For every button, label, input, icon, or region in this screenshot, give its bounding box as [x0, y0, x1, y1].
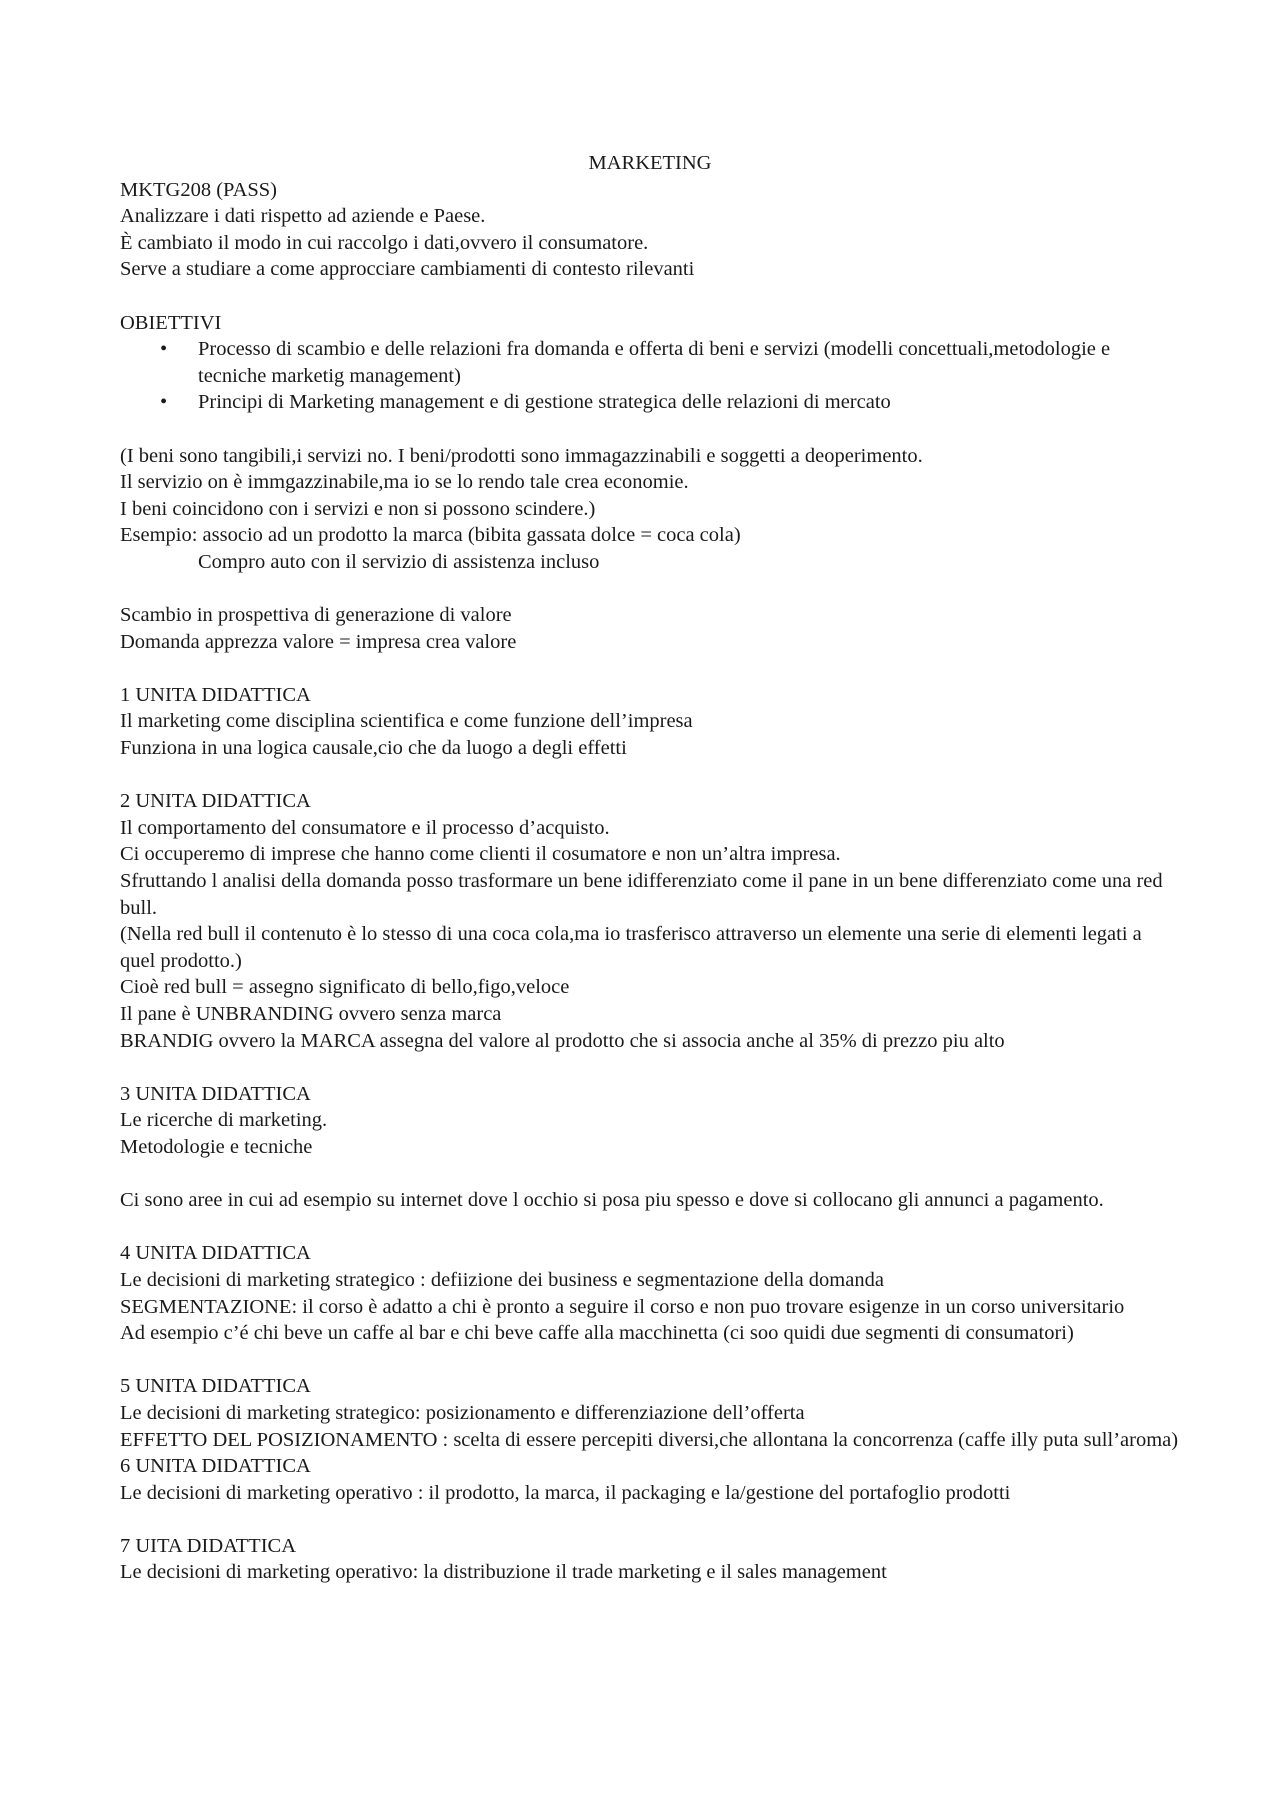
unit-heading: 5 UNITA DIDATTICA [120, 1375, 311, 1398]
example-indented-line: Compro auto con il servizio di assistenza incluso [198, 550, 600, 573]
spacer [120, 1506, 1180, 1533]
document-page [120, 150, 1180, 1586]
intro-line: Serve a studiare a come approcciare cambiamenti di contesto rilevanti [120, 258, 695, 281]
unit-line: BRANDIG ovvero la MARCA assegna del valore al prodotto che si associa anche al 35% di prezzo piu alto [120, 1029, 1005, 1052]
unit-line: Le decisioni di marketing operativo : il prodotto, la marca, il packaging e la/gestione del portafoglio prodotti [120, 1481, 1011, 1504]
objectives-heading: OBIETTIVI [120, 311, 222, 334]
unit-line: Le decisioni di marketing strategico : defiizione dei business e segmentazione della domanda [120, 1268, 884, 1291]
unit-line: EFFETTO DEL POSIZIONAMENTO : scelta di essere percepiti diversi,che allontana la concorrenza (caffe illy puta sull’aroma) [120, 1428, 1179, 1451]
list-item [120, 336, 1180, 389]
unit-heading: 1 UNITA DIDATTICA [120, 683, 311, 706]
unit-heading: 6 UNITA DIDATTICA [120, 1455, 311, 1478]
unit-heading: 2 UNITA DIDATTICA [120, 790, 311, 813]
spacer [120, 283, 1180, 310]
spacer [120, 762, 1180, 789]
goods-note-line: Il servizio on è immgazzinabile,ma io se lo rendo tale crea economie. [120, 471, 689, 494]
course-code: MKTG208 (PASS) [120, 178, 278, 201]
unit-heading: 7 UITA DIDATTICA [120, 1534, 297, 1557]
unit-line: Sfruttando l analisi della domanda posso trasformare un bene idifferenziato come il pane in un bene differenziato come una red bull. [120, 870, 1163, 919]
spacer [120, 1161, 1180, 1188]
unit-line: Cioè red bull = assegno significato di bello,figo,veloce [120, 976, 570, 999]
goods-note-line: I beni coincidono con i servizi e non si possono scindere.) [120, 497, 596, 520]
bullet-icon: • [160, 338, 168, 361]
unit-line: Il marketing come disciplina scientifica e come funzione dell’impresa [120, 710, 693, 733]
list-item [120, 389, 1180, 416]
list-item-text: Principi di Marketing management e di gestione strategica delle relazioni di mercato [198, 391, 891, 414]
exchange-line: Scambio in prospettiva di generazione di valore [120, 604, 512, 627]
unit-line: SEGMENTAZIONE: il corso è adatto a chi è pronto a seguire il corso e non puo trovare esigenze in un corso universitario [120, 1295, 1125, 1318]
unit-note: Ci sono aree in cui ad esempio su internet dove l occhio si posa piu spesso e dove si collocano gli annunci a pagamento. [120, 1189, 1104, 1212]
spacer [120, 416, 1180, 443]
spacer [120, 655, 1180, 682]
intro-line: È cambiato il modo in cui raccolgo i dati,ovvero il consumatore. [120, 231, 649, 254]
unit-line: Le decisioni di marketing strategico: posizionamento e differenziazione dell’offerta [120, 1401, 805, 1424]
objectives-list [120, 336, 1180, 416]
unit-line: (Nella red bull il contenuto è lo stesso di una coca cola,ma io trasferisco attraverso un elemente una serie di elementi legati a quel prodotto.) [120, 923, 1142, 972]
spacer [120, 1347, 1180, 1374]
unit-line: Le ricerche di marketing. [120, 1109, 328, 1132]
unit-line: Metodologie e tecniche [120, 1135, 313, 1158]
bullet-icon: • [160, 391, 168, 414]
spacer [120, 1214, 1180, 1241]
unit-line: Funziona in una logica causale,cio che da luogo a degli effetti [120, 737, 627, 760]
spacer [120, 576, 1180, 603]
intro-line: Analizzare i dati rispetto ad aziende e Paese. [120, 205, 486, 228]
unit-line: Le decisioni di marketing operativo: la distribuzione il trade marketing e il sales management [120, 1561, 887, 1584]
unit-line: Ci occuperemo di imprese che hanno come clienti il cosumatore e non un’altra impresa. [120, 843, 841, 866]
unit-line: Ad esempio c’é chi beve un caffe al bar e chi beve caffe alla macchinetta (ci soo quidi due segmenti di consumatori) [120, 1322, 1074, 1345]
unit-line: Il comportamento del consumatore e il processo d’acquisto. [120, 816, 610, 839]
spacer [120, 1054, 1180, 1081]
unit-heading: 4 UNITA DIDATTICA [120, 1242, 311, 1265]
goods-note-line: (I beni sono tangibili,i servizi no. I beni/prodotti sono immagazzinabili e soggetti a deoperimento. [120, 444, 923, 467]
unit-line: Il pane è UNBRANDING ovvero senza marca [120, 1003, 502, 1025]
document-title: MARKETING [588, 152, 712, 174]
unit-heading: 3 UNITA DIDATTICA [120, 1082, 311, 1105]
example-line: Esempio: associo ad un prodotto la marca (bibita gassata dolce = coca cola) [120, 524, 741, 547]
exchange-line: Domanda apprezza valore = impresa crea valore [120, 630, 517, 653]
list-item-text: Processo di scambio e delle relazioni fra domanda e offerta di beni e servizi (modelli concettuali,metodologie e tecniche marketig management) [198, 338, 1111, 387]
